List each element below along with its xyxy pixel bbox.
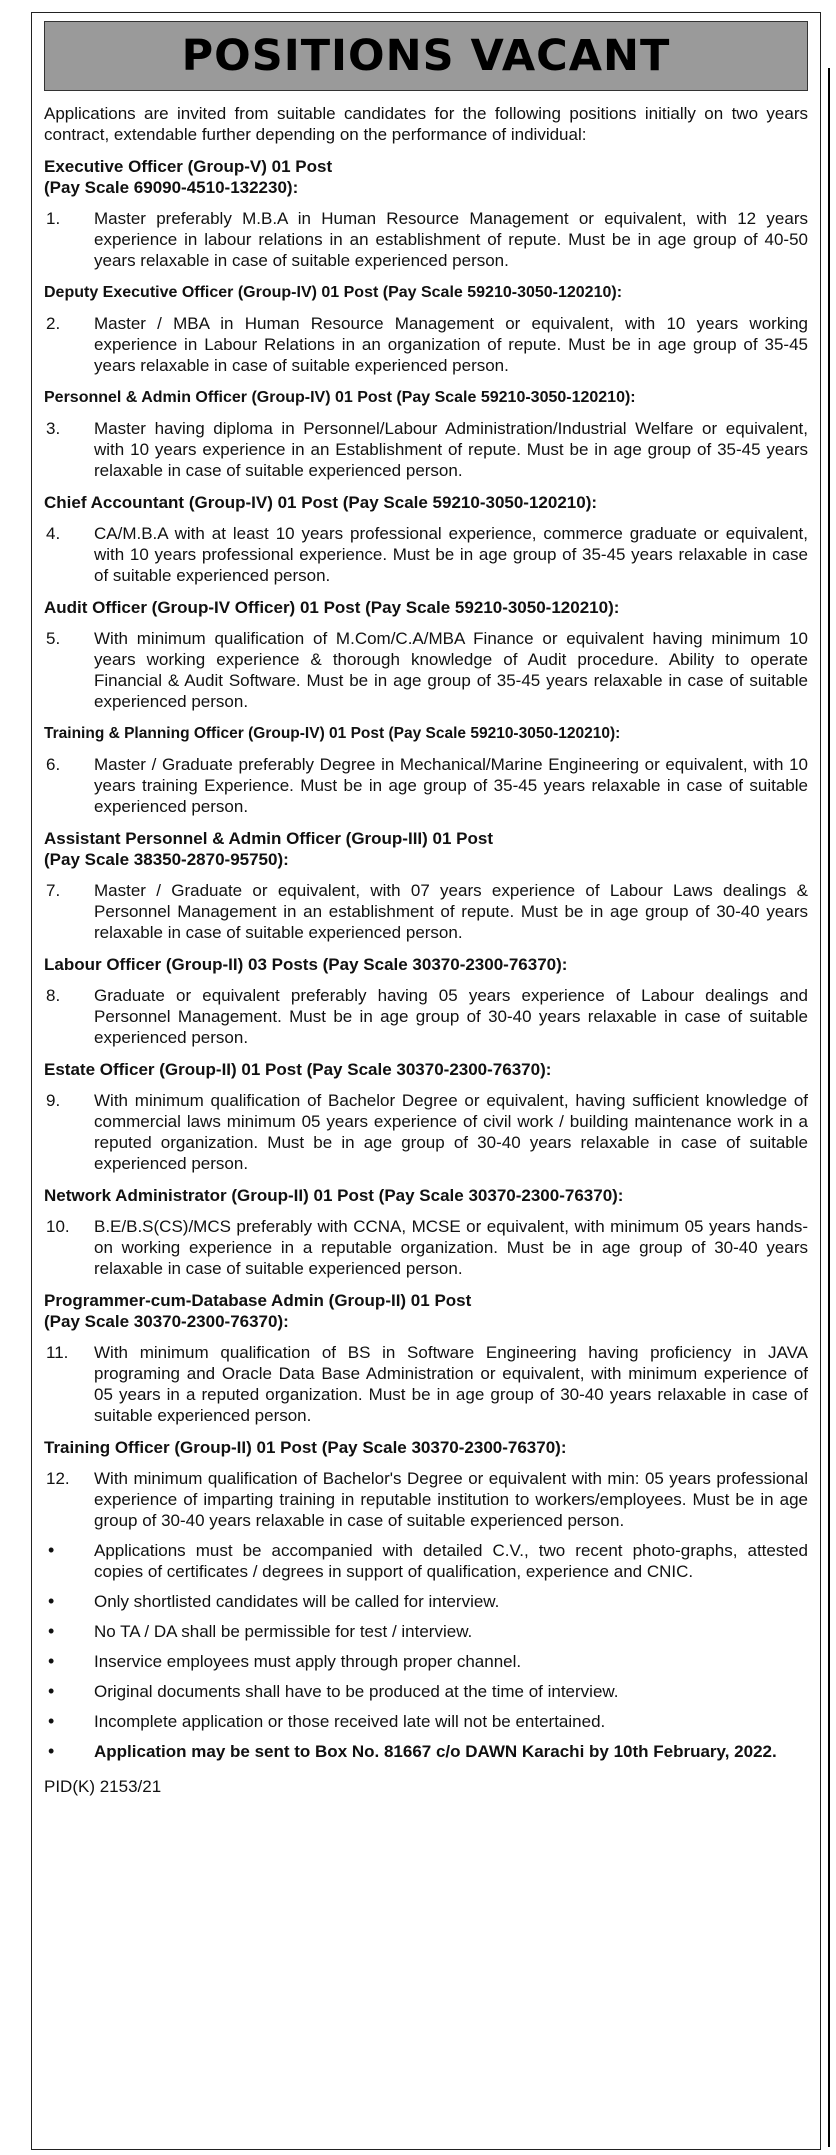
item-number: 9. xyxy=(46,1091,61,1110)
item-number: 7. xyxy=(46,881,61,900)
item-description: B.E/B.S(CS)/MCS preferably with CCNA, MCSE or equivalent, with minimum 05 years hands-on working experience in a reputable organization. Must be in age group of 30-40 years relaxable in case of suitable experienced person. xyxy=(94,1217,808,1278)
intro-paragraph: Applications are invited from suitable candidates for the following positions initially on two years contract, extendable further depending on the performance of individual: xyxy=(44,104,808,144)
bullet-icon: • xyxy=(48,1681,55,1701)
position-item-1 xyxy=(44,208,808,271)
position-heading-training-planning-officer: Training & Planning Officer (Group-IV) 01 Post (Pay Scale 59210-3050-120210): xyxy=(44,725,621,742)
item-number: 6. xyxy=(46,755,61,774)
note-text: Original documents shall have to be produced at the time of interview. xyxy=(94,1682,619,1701)
note-item xyxy=(44,1591,808,1612)
position-heading-labour-officer: Labour Officer (Group-II) 03 Posts (Pay Scale 30370-2300-76370): xyxy=(44,955,568,974)
item-number: 11. xyxy=(46,1343,69,1362)
note-text: Incomplete application or those received late will not be entertained. xyxy=(94,1712,606,1731)
note-item xyxy=(44,1711,808,1732)
position-heading-programmer-database-admin: Programmer-cum-Database Admin (Group-II) 01 Post (Pay Scale 30370-2300-76370): xyxy=(44,1291,472,1331)
position-item-10 xyxy=(44,1216,808,1279)
item-description: Master having diploma in Personnel/Labour Administration/Industrial Welfare or equivalent, with 10 years experience in an Establishment of repute. Must be in age group of 35-45 years relaxable in case of suitable experienced person. xyxy=(94,419,808,480)
note-item xyxy=(44,1651,808,1672)
bullet-icon: • xyxy=(48,1651,55,1671)
position-item-12 xyxy=(44,1468,808,1531)
position-heading-estate-officer: Estate Officer (Group-II) 01 Post (Pay Scale 30370-2300-76370): xyxy=(44,1060,552,1079)
item-description: With minimum qualification of BS in Software Engineering having proficiency in JAVA programing and Oracle Data Base Administration or equivalent, with minimum experience of 05 years in a reputed organization. Must be in age group of 30-40 years relaxable in case of suitable experienced person. xyxy=(94,1343,808,1425)
item-description: Master / Graduate preferably Degree in Mechanical/Marine Engineering or equivalent, with 10 years training Experience. Must be in age group of 35-45 years relaxable in case of suitable experienced person. xyxy=(94,755,808,816)
position-item-9 xyxy=(44,1090,808,1174)
bullet-icon: • xyxy=(48,1591,55,1611)
note-text: Applications must be accompanied with detailed C.V., two recent photo-graphs, attested copies of certificates / degrees in support of qualification, experience and CNIC. xyxy=(94,1541,808,1581)
position-item-11 xyxy=(44,1342,808,1426)
item-number: 3. xyxy=(46,419,61,438)
item-number: 10. xyxy=(46,1217,70,1236)
item-description: Master / Graduate or equivalent, with 07 years experience of Labour Laws dealings & Personnel Management in an establishment of repute. Must be in age group of 30-40 years relaxable in case of suitable experienced person. xyxy=(94,881,808,942)
position-item-4 xyxy=(44,523,808,586)
position-heading-deputy-executive-officer: Deputy Executive Officer (Group-IV) 01 Post (Pay Scale 59210-3050-120210): xyxy=(44,284,623,301)
bullet-icon: • xyxy=(48,1540,55,1560)
position-item-5 xyxy=(44,628,808,712)
item-number: 5. xyxy=(46,629,61,648)
note-item xyxy=(44,1681,808,1702)
advertisement-page xyxy=(31,12,821,2150)
item-number: 4. xyxy=(46,524,61,543)
item-description: With minimum qualification of Bachelor's Degree or equivalent with min: 05 years professional experience of imparting training in reputable institution to workers/employees. Must be in age group of 30-40 years relaxable in case of suitable experienced person. xyxy=(94,1469,808,1530)
item-number: 1. xyxy=(46,209,61,228)
item-description: With minimum qualification of Bachelor Degree or equivalent, having sufficient knowledge of commercial laws minimum 05 years experience of civil work / building maintenance work in a reputed organization. Must be in age group of 30-40 years relaxable in case of suitable experienced person. xyxy=(94,1091,808,1173)
note-item xyxy=(44,1621,808,1642)
note-text: Only shortlisted candidates will be called for interview. xyxy=(94,1592,500,1611)
position-heading-executive-officer: Executive Officer (Group-V) 01 Post (Pay Scale 69090-4510-132230): xyxy=(44,157,333,197)
item-number: 12. xyxy=(46,1469,70,1488)
position-item-8 xyxy=(44,985,808,1048)
right-column-rule xyxy=(828,68,830,2147)
bullet-icon: • xyxy=(48,1741,55,1761)
bullet-icon: • xyxy=(48,1621,55,1641)
item-description: Master preferably M.B.A in Human Resource Management or equivalent, with 12 years experience in labour relations in an establishment of repute. Must be in age group of 40-50 years relaxable in case of suitable experienced person. xyxy=(94,209,808,270)
item-number: 2. xyxy=(46,314,61,333)
application-address-note xyxy=(44,1741,808,1762)
note-text: Application may be sent to Box No. 81667 c/o DAWN Karachi by 10th February, 2022. xyxy=(94,1742,777,1761)
note-item xyxy=(44,1540,808,1582)
page-title: POSITIONS VACANT xyxy=(44,21,808,91)
position-heading-chief-accountant: Chief Accountant (Group-IV) 01 Post (Pay Scale 59210-3050-120210): xyxy=(44,493,598,512)
position-item-2 xyxy=(44,313,808,376)
note-text: No TA / DA shall be permissible for test / interview. xyxy=(94,1622,473,1641)
bullet-icon: • xyxy=(48,1711,55,1731)
item-description: Graduate or equivalent preferably having 05 years experience of Labour dealings and Personnel Management. Must be in age group of 30-40 years relaxable in case of suitable experienced person. xyxy=(94,986,808,1047)
item-description: Master / MBA in Human Resource Management or equivalent, with 10 years working experience in Labour Relations in an organization of repute. Must be in age group of 35-45 years relaxable in case of suitable experienced person. xyxy=(94,314,808,375)
item-description: CA/M.B.A with at least 10 years professional experience, commerce graduate or equivalent, with 10 years professional experience. Must be in age group of 35-45 years relaxable in case of suitable experienced person. xyxy=(94,524,808,585)
note-text: Inservice employees must apply through proper channel. xyxy=(94,1652,522,1671)
position-heading-audit-officer: Audit Officer (Group-IV Officer) 01 Post (Pay Scale 59210-3050-120210): xyxy=(44,598,620,617)
position-item-7 xyxy=(44,880,808,943)
reference-code: PID(K) 2153/21 xyxy=(44,1777,162,1796)
position-heading-training-officer: Training Officer (Group-II) 01 Post (Pay Scale 30370-2300-76370): xyxy=(44,1438,567,1457)
position-item-3 xyxy=(44,418,808,481)
position-heading-assistant-personnel-admin-officer: Assistant Personnel & Admin Officer (Group-III) 01 Post (Pay Scale 38350-2870-95750): xyxy=(44,829,493,869)
item-number: 8. xyxy=(46,986,61,1005)
position-heading-network-administrator: Network Administrator (Group-II) 01 Post (Pay Scale 30370-2300-76370): xyxy=(44,1186,624,1205)
position-heading-personnel-admin-officer: Personnel & Admin Officer (Group-IV) 01 Post (Pay Scale 59210-3050-120210): xyxy=(44,389,636,406)
item-description: With minimum qualification of M.Com/C.A/MBA Finance or equivalent having minimum 10 years working experience & thorough knowledge of Audit procedure. Ability to operate Financial & Audit Software. Must be in age group of 35-45 years relaxable in case of suitable experienced person. xyxy=(94,629,808,711)
position-item-6 xyxy=(44,754,808,817)
